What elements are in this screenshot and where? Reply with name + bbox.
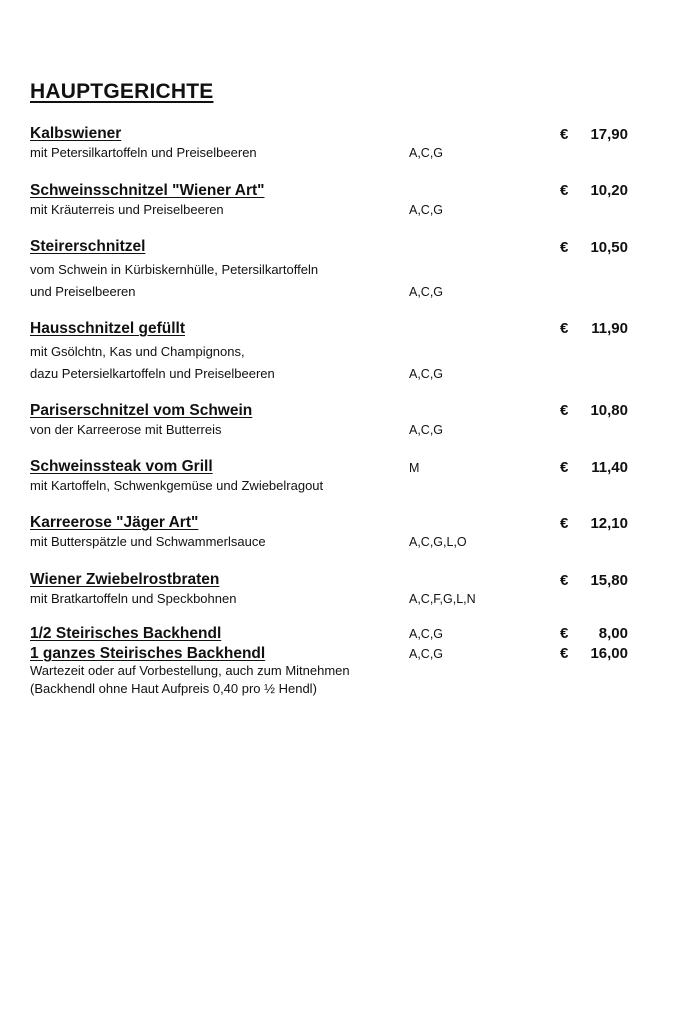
currency-symbol: € [560,126,569,143]
dish-description: Wartezeit oder auf Vorbestellung, auch zum Mitnehmen [30,663,350,678]
dish-title: Steirerschnitzel [30,238,146,255]
currency-symbol: € [560,239,569,256]
dish-title: Wiener Zwiebelrostbraten [30,571,220,588]
dish-allergens: A,C,G,L,O [409,535,467,549]
dish-price: 11,90 [591,320,628,337]
dish-price: 10,20 [590,182,628,199]
dish-title: Pariserschnitzel vom Schwein [30,402,253,419]
dish-allergens: A,C,G [409,647,444,661]
dish-title: Schweinsschnitzel "Wiener Art" [30,182,265,199]
dish-allergens: A,C,G [409,423,444,437]
dish-price: 10,50 [590,239,628,256]
dish-description: von der Karreerose mit Butterreis [30,422,222,437]
dish-price: 16,00 [590,645,628,662]
dish-description: dazu Petersielkartoffeln und Preiselbeeren [30,366,275,381]
dish-allergens: M [409,461,420,475]
currency-symbol: € [560,515,569,532]
dish-allergens: A,C,G [409,285,444,299]
currency-symbol: € [560,572,569,589]
currency-symbol: € [560,182,569,199]
dish-price: 11,40 [591,459,628,476]
currency-symbol: € [560,625,569,642]
dish-allergens: A,C,G [409,203,444,217]
dish-allergens: A,C,G [409,146,444,160]
currency-symbol: € [560,320,569,337]
dish-title: Hausschnitzel gefüllt [30,320,186,337]
dish-description: mit Bratkartoffeln und Speckbohnen [30,591,237,606]
currency-symbol: € [560,645,569,662]
page-title: HAUPTGERICHTE [30,80,214,103]
dish-title: Karreerose "Jäger Art" [30,514,199,531]
dish-description: vom Schwein in Kürbiskernhülle, Petersilkartoffeln [30,262,319,277]
dish-title: Schweinssteak vom Grill [30,458,213,475]
dish-allergens: A,C,F,G,L,N [409,592,476,606]
dish-title: 1/2 Steirisches Backhendl [30,625,222,642]
dish-price: 10,80 [590,402,628,419]
dish-title: 1 ganzes Steirisches Backhendl [30,645,266,662]
dish-description: mit Kräuterreis und Preiselbeeren [30,202,224,217]
dish-allergens: A,C,G [409,367,444,381]
dish-description: mit Butterspätzle und Schwammerlsauce [30,534,266,549]
dish-description: (Backhendl ohne Haut Aufpreis 0,40 pro ½ Hendl) [30,681,317,696]
dish-description: mit Petersilkartoffeln und Preiselbeeren [30,145,257,160]
dish-price: 15,80 [590,572,628,589]
currency-symbol: € [560,459,569,476]
dish-description: und Preiselbeeren [30,284,136,299]
dish-description: mit Kartoffeln, Schwenkgemüse und Zwiebelragout [30,478,324,493]
dish-price: 12,10 [590,515,628,532]
dish-price: 8,00 [598,625,628,642]
dish-title: Kalbswiener [30,125,122,142]
dish-price: 17,90 [590,126,628,143]
dish-description: mit Gsölchtn, Kas und Champignons, [30,344,245,359]
currency-symbol: € [560,402,569,419]
dish-allergens: A,C,G [409,627,444,641]
